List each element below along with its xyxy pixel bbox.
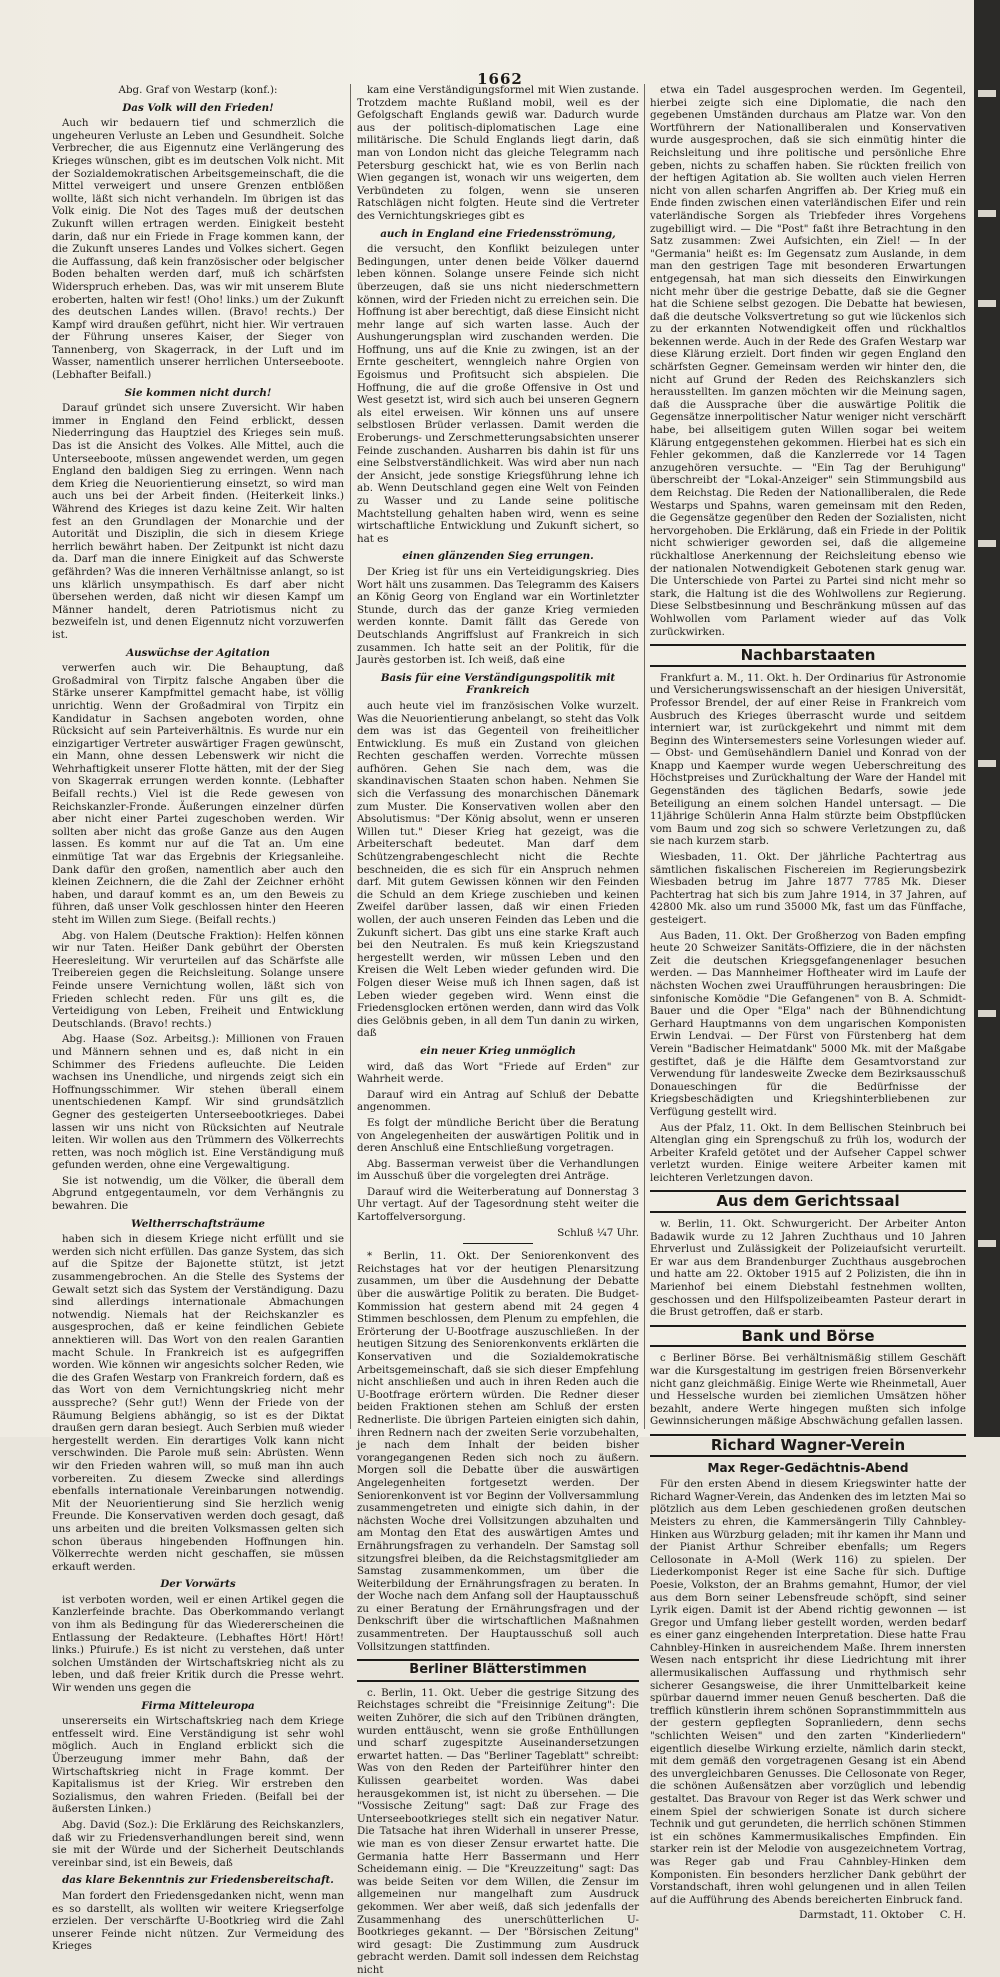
paragraph: Sie ist notwendig, um die Völker, die überall dem Abgrund entgegentaumeln, vor dem Verhängnis zu bewahren. Die [52, 1174, 344, 1213]
subheading: Max Reger-Gedächtnis-Abend [707, 1460, 909, 1475]
subheading: auch in England eine Friedensströmung, [380, 227, 616, 240]
paragraph: Abg. Basserman verweist über die Verhandlungen im Ausschuß über die vorgelegten drei Anträge. [357, 1157, 639, 1183]
closing-time: Schluß ¼7 Uhr. [557, 1226, 639, 1239]
paragraph: Darauf gründet sich unsere Zuversicht. Wir haben immer in England den Feind erblickt, dessen Niederringung das Hauptziel des Krieges sein muß. Das ist die Ansicht des Volkes. Alle Mittel, auch die Unterseeboote, müssen angewendet werden, um gegen England den baldigen Sieg zu erringen. Wenn nach dem Krieg die Neuorientierung einsetzt, so wird man auch uns bei der Arbeit finden. (Heiterkeit links.) Während des Krieges ist dazu keine Zeit. Wir halten fest an den Grundlagen der Monarchie und der Autorität und Disziplin, die sich in diesem Kriege herrlich bewährt haben. Der Zeitpunkt ist nicht dazu da. Darf man die innere Einigkeit auf das Schwerste gefährden? Was die inneren Verhältnisse anlangt, so ist uns klärlich unsympathisch. Es darf aber nicht übersehen werden, daß nicht wir diesen Kampf um Männer handelt, deren Patriotismus nicht zu bezweifeln ist, und denen Eigennutz nicht vorzuwerfen ist. [52, 402, 344, 641]
text-fragment [978, 760, 996, 767]
paragraph: Darauf wird die Weiterberatung auf Donnerstag 3 Uhr vertagt. Auf der Tagesordnung steht weiter die Kartoffelversorgung. [357, 1185, 639, 1224]
text-fragment [978, 1010, 996, 1017]
text-fragment [978, 300, 996, 307]
news-item: c Berliner Börse. Bei verhältnismäßig stillem Geschäft war die Kursgestaltung im gestrigen freien Börsenverkehr nicht ganz gleichmäßig. Einige Werte wie Rheinmetall, Auer und Hesselsche wurden bei ziemlichen Umsätzen höher bezahlt, andere Werte hingegen mußten sich infolge Gewinnsicherungen mäßige Abschwächung gefallen lassen. [650, 1352, 966, 1428]
paragraph: wird, daß das Wort "Friede auf Erden" zur Wahrheit werde. [357, 1060, 639, 1086]
paragraph: die versucht, den Konflikt beizulegen unter Bedingungen, unter denen beide Völker dauernd leben können. Solange unsere Feinde sich nicht überzeugen, daß sie uns nicht niederschmettern können, wird der Frieden nicht zu erreichen sein. Die Hoffnung ist aber berechtigt, daß diese Einsicht nicht mehr lange auf sich warten lasse. Auch der Aushungerungsplan wird zuschanden werden. Die Hoffnung, uns auf die Knie zu zwingen, ist an der Ernte gescheitert, wenngleich nahre Orgien von Egoismus und Profitsucht sich abspielen. Die Hoffnung, die auf die große Offensive in Ost und West gesetzt ist, wird sich auch bei unseren Gegnern als eitel erweisen. Wir können uns auf unsere selbstlosen Brüder verlassen. Damit werden die Eroberungs- und Zerschmetterungsabsichten unserer Feinde zuschanden. Ausharren bis dahin ist für uns eine Selbstverständlichkeit. Was wird aber nun nach der Ansicht, jede sonstige Kriegsführung lehne ich ab. Wenn Deutschland gegen eine Welt von Feinden zu Wasser und zu Lande seine politische Machtstellung gehalten haben wird, wenn es seine wirtschaftliche Entwicklung und Zukunft sichert, so hat es [357, 243, 639, 545]
adjacent-page-edge [974, 0, 1000, 1437]
news-item: w. Berlin, 11. Okt. Schwurgericht. Der Arbeiter Anton Badawik wurde zu 12 Jahren Zuchthaus und 10 Jahren Ehrverlust und Zulässigkeit der Polizeiaufsicht verurteilt. Er war aus dem Brandenburger Zuchthaus ausgebrochen und hatte am 22. Oktober 1915 auf 2 Polizisten, die ihn in Marienhof bei einem Diebstahl festnehmen wollten, geschossen und den Hilfspolizeibeamten Pasteur derart in die Brust getroffen, daß er starb. [650, 1218, 966, 1319]
news-item: Aus der Pfalz, 11. Okt. In dem Bellischen Steinbruch bei Altenglan ging ein Sprengschuß zu früh los, wodurch der Arbeiter Krafeld getötet und der Aufseher Cappel schwer verletzt wurden. Einige weitere Arbeiter kamen mit leichteren Verletzungen davon. [650, 1121, 966, 1184]
subheading: Der Vorwärts [160, 1578, 236, 1591]
subheading: ein neuer Krieg unmöglich [420, 1044, 576, 1057]
paragraph: Abg. David (Soz.): Die Erklärung des Reichskanzlers, daß wir zu Friedensverhandlungen bereit sind, wenn sie mit der Würde und der Sicherheit Deutschlands vereinbar sind, ist ein Beweis, daß [52, 1818, 344, 1869]
paragraph: Es folgt der mündliche Bericht über die Beratung von Angelegenheiten der auswärtigen Politik und in deren Anschluß eine Entschließung vorgetragen. [357, 1116, 639, 1155]
news-item: Wiesbaden, 11. Okt. Der jährliche Pachtertrag aus sämtlichen fiskalischen Fischereien im Regierungsbezirk Wiesbaden betrug im Jahre 1877 7785 Mk. Dieser Pachtertrag hat sich bis zum Jahre 1914, in 37 Jahren, auf 42800 Mk. also um rund 35000 Mk, fast um das Fünffache, gesteigert. [650, 851, 966, 926]
news-item: Aus Baden, 11. Okt. Der Großherzog von Baden empfing heute 20 Schweizer Sanitäts-Offiziere, die in der nächsten Zeit die deutschen Kriegsgefangenenlager besuchen werden. — Das Mannheimer Hoftheater wird im Laufe der nächsten Wochen zwei Uraufführungen herausbringen: Die sinfonische Komödie "Die Gefangenen" von B. A. Schmidt-Bauer und die Oper "Elga" nach der Bühnendichtung Gerhard Hauptmanns von dem ungarischen Komponisten Erwin Lendvai. — Der Fürst von Fürstenberg hat dem Verein "Badischer Heimatdank" 5000 Mk. mit der Maßgabe gestiftet, daß je die Hälfte dem Gesamtvorstand zur Verwendung für landesweite Zwecke dem Bezirksausschuß Donaueschingen für die Bedürfnisse der Kriegsbeschädigten und Kriegshinterbliebenen zur Verfügung gestellt wird. [650, 929, 966, 1118]
page-number: 1662 [477, 70, 523, 88]
paragraph: unsererseits ein Wirtschaftskrieg nach dem Kriege entfesselt wird. Eine Verständigung ist sehr wohl möglich. Auch in England erblickt sich die Überzeugung immer mehr Bahn, daß der Wirtschaftskrieg nicht in Frage kommt. Der Kapitalismus ist der Krieg. Wir erstreben den Sozialismus, den wahren Frieden. (Beifall bei der äußersten Linken.) [52, 1715, 344, 1816]
subheading: Das Volk will den Frieden! [122, 101, 274, 114]
column-1 [52, 84, 344, 1953]
subheading: Auswüchse der Agitation [126, 646, 270, 659]
paragraph: auch heute viel im französischen Volke wurzelt. Was die Neuorientierung anbelangt, so steht das Volk dem was ist das Gegenteil von freiheitlicher Entwicklung. Es muß ein Zustand von gleichen Rechten geschaffen werden. Vorrechte müssen aufhören. Gehen Sie nach dem, was die skandinavischen Staaten schon haben. Nehmen Sie sich die Verfassung des monarchischen Dänemark zum Muster. Die Konservativen wollen aber den Absolutismus: "Der König absolut, wenn er unseren Willen tut." Dieser Krieg hat gezeigt, was die Arbeiterschaft bedeutet. Man darf dem Schützengrabengeschlecht nicht die Rechte beschneiden, die es sich für ein Anspruch nehmen darf. Mit gutem Gewissen können wir den Feinden die Schuld an dem Kriege zuschieben und keinen Zweifel darüber lassen, daß wir einen Frieden wollen, der auch unseren Feinden das Leben und die Zukunft sichert. Das gibt uns eine starke Kraft auch bei den Neutralen. Es muß kein Kriegszustand hergestellt werden, wir müssen Leben und den Kreisen die Welt Leben wieder gefunden wird. Die Folgen dieser Weise muß ich Ihnen sagen, daß ist Leben wieder gegeben wird. Wenn einst die Friedensglocken ertönen werden, dann wird das Volk dies Gelöbnis geben, in all dem Tun danin zu wirken, daß [357, 699, 639, 1040]
paragraph: kam eine Verständigungsformel mit Wien zustande. Trotzdem machte Rußland mobil, weil es der Gefolgschaft Englands gewiß war. Dadurch wurde aus der politisch-diplomatischen Lage eine militärische. Die Schuld Englands liegt darin, daß man von London nicht das gleiche Telegramm nach Petersburg geschickt hat, wie es von Berlin nach Wien gegangen ist, wonach wir uns weigerten, dem Verbündeten zu folgen, wenn sie unseren Ratschlägen nicht folgten. Heute sind die Vertreter des Vernichtungskrieges gibt es [357, 84, 639, 222]
signature-line [650, 1909, 966, 1922]
section-heading: Richard Wagner-Verein [650, 1434, 966, 1457]
paragraph: ist verboten worden, weil er einen Artikel gegen die Kanzlerfeinde brachte. Das Oberkommando verlangt von ihm als Bedingung für das Wiedererscheinen die Entlassung der Redakteure. (Lebhaftes Hört! Hört! links.) Pfuirufe.) Es ist nicht zu verstehen, daß unter solchen Umständen der Wirtschaftskrieg nicht als zu leben, und daß freier Kritik durch die Presse wehrt. Wir wenden uns gegen die [52, 1593, 344, 1695]
paragraph: Abg. Haase (Soz. Arbeitsg.): Millionen von Frauen und Männern sehnen und es, daß nicht in ein Schimmer des Friedens aufleuchte. Die Leiden wachsen ins Unendliche, und nirgends zeigt sich ein Hoffnungsschimmer. Wir stehen überall einem unentschiedenen Kampf. Wir sind grundsätzlich Gegner des gesteigerten Unterseebootkrieges. Dabei lassen wir uns nicht von Rücksichten auf Neutrale leiten. Wir wollen aus den Trümmern des Völkerrechts retten, was noch möglich ist. Eine Verständigung muß gefunden werden, ohne eine Vergewaltigung. [52, 1033, 344, 1172]
subheading: Weltherrschaftsträume [131, 1217, 265, 1230]
subheading: Basis für eine Verständigungspolitik mit Frankreich [380, 671, 616, 697]
subheading: Firma Mitteleuropa [141, 1699, 255, 1712]
section-heading: Nachbarstaaten [650, 644, 966, 667]
paragraph: Abg. von Halem (Deutsche Fraktion): Helfen können wir nur Taten. Heißer Dank gebührt der Obersten Heeresleitung. Wir verurteilen auf das Schärfste alle Treibereien gegen die Reichsleitung. Solange unsere Feinde unsere Vernichtung wollen, läßt sich von Frieden schlecht reden. Für uns gilt es, die Verteidigung von Leben, Freiheit und Entwicklung Deutschlands. (Bravo! rechts.) [52, 929, 344, 1030]
paragraph: haben sich in diesem Kriege nicht erfüllt und sie werden sich nicht erfüllen. Das ganze System, das sich auf die Spitze der Bajonette stützt, ist jetzt zusammengebrochen. An die Stelle des Systems der Gewalt setzt sich das System der Verständigung. Dazu sind allerdings internationale Abmachungen notwendig. Niemals hat der Reichskanzler es ausgesprochen, daß er keine feindlichen Gebiete annektieren will. Das Wort von den realen Garantien macht Schule. In Frankreich ist es aufgegriffen worden. Wie können wir angesichts solcher Reden, wie die des Grafen Westarp von Frankreich fordern, daß es das Wort von dem Vernichtungskrieg nicht mehr ausspreche? (Sehr gut!) Wenn der Friede von der Räumung Belgiens abhängig, so ist es der Diktat draußen gern daran besiegt. Auch Serbien muß wieder hergestellt werden. Ein derartiges Volk kann nicht verschwinden. Die Parole muß sein: Abrüsten. Wenn wir den Frieden wahren will, so muß man ihn auch vorbereiten. Zu diesem Zwecke sind allerdings ebenfalls internationale Vereinbarungen notwendig. Mit der Neuorientierung sind Sie herzlich wenig Freunde. Die Konservativen werden doch gesagt, daß uns arbeiten und die breiten Volksmassen gelten sich schon überaus hingebenden Hoffnungen hin. Völkerrechte werden nicht geschaffen, sie müssen erkauft werden. [52, 1233, 344, 1573]
divider [463, 1243, 533, 1244]
section-heading: Berliner Blätterstimmen [357, 1659, 639, 1682]
paragraph: * Berlin, 11. Okt. Der Seniorenkonvent des Reichstages hat vor der heutigen Plenarsitzung zusammen, um über die Ausdehnung der Debatte über die auswärtige Politik zu beraten. Die Budget-Kommission hat gestern abend mit 24 gegen 4 Stimmen beschlossen, dem Plenum zu empfehlen, die Erörterung der U-Bootfrage auszuschließen. In der heutigen Sitzung des Seniorenkonvents erklärten die Konservativen und die Sozialdemokratische Arbeitsgemeinschaft, daß sie sich dieser Empfehlung nicht anschließen und auch in ihren Reden auch die U-Bootfrage erörtern würden. Die Redner dieser beiden Fraktionen stehen am Schluß der ersten Rednerliste. Die übrigen Parteien einigten sich dahin, ihren Rednern nach der zweiten Serie vorzubehalten, je nach dem Inhalt der beiden bisher vorangegangenen Reden sich noch zu äußern. Morgen soll die Debatte über die auswärtigen Angelegenheiten fortgesetzt werden. Der Seniorenkonvent ist vor Beginn der Vollversammlung zusammengetreten und einigte sich dahin, in der nächsten Woche drei Vollsitzungen abzuhalten und am Montag den Etat des auswärtigen Amtes und Ernährungsfragen zu verhandeln. Der Samstag soll sitzungsfrei bleiben, da die Reichstagsmitglieder am Samstag zusammenkommen, um über die Weiterbildung der Ernährungsfragen zu beraten. In der Woche nach dem Anfang soll der Hauptausschuß zu einer Beratung der Ernährungsfragen und der Denkschrift über die wirtschaftlichen Maßnahmen zusammentreten. Der Hauptausschuß soll auch Vollsitzungen stattfinden. [357, 1250, 639, 1653]
dateline: Darmstadt, 11. Oktober [799, 1909, 924, 1922]
author-initials: C. H. [939, 1909, 966, 1922]
paragraph: Man fordert den Friedensgedanken nicht, wenn man es so darstellt, als wollten wir weitere Kriegserfolge erzielen. Der verschärfte U-Bootkrieg wird die Zahl unserer Feinde nicht nützen. Zur Vermeidung des Krieges [52, 1889, 344, 1953]
paragraph: Darauf wird ein Antrag auf Schluß der Debatte angenommen. [357, 1088, 639, 1114]
paragraph: verwerfen auch wir. Die Behauptung, daß Großadmiral von Tirpitz falsche Angaben über die Stärke unserer Kampfmittel gemacht habe, ist völlig unrichtig. Wenn der Großadmiral von Tirpitz ein Kandidatur in Sachsen angeboten worden, ohne Rücksicht auf sein Parteiverhältnis. Es wurde nur ein einzigartiger Vertreter auswärtiger Fragen gewünscht, ein Mann, ohne dessen Lebenswerk wir nicht die Wehrhaftigkeit unserer Flotte hätten, mit der der Sieg von Skagerrak errungen werden konnte. (Lebhafter Beifall rechts.) Viel ist die Rede gewesen von Reichskanzler-Fronde. Äußerungen einzelner dürfen aber nicht einer Partei zugeschoben werden. Wir sollten aber nicht das große Ganze aus den Augen lassen. Es kommt nur auf die Tat an. Um eine einmütige Tat war das Ergebnis der Kriegsanleihe. Dank dafür den großen, namentlich aber auch den kleinen Zeichnern, die die Zahl der Zeichner erhöht haben, und darauf kommt es an, um den Beweis zu führen, daß unser Volk geschlossen hinter den Heeren steht im Willen zum Siege. (Beifall rechts.) [52, 662, 344, 926]
column-2 [357, 84, 639, 1976]
text-fragment [978, 90, 996, 97]
section-heading: Bank und Börse [650, 1325, 966, 1348]
paragraph: Auch wir bedauern tief und schmerzlich die ungeheuren Verluste an Leben und Gesundheit. Solche Verbrecher, die aus Eigennutz eine Verlängerung des Krieges wünschen, gibt es im deutschen Volk nicht. Mit der Sozialdemokratischen Arbeitsgemeinschaft, die die Mittel verweigert und unsere Grenzen entblößen wollte, läßt sich nicht verhandeln. Im übrigen ist das Volk einig. Die Not des Tages muß der deutschen Zukunft willen ertragen werden. Einigkeit besteht darin, daß nur ein Friede in Frage kommen kann, der die Zukunft unseres Landes und Volkes sichert. Gegen die Auffassung, daß kein französischer oder belgischer Boden behalten werden darf, muß ich schärfsten Widerspruch erheben. Das, was wir mit unserem Blute eroberten, halten wir fest! (Oho! links.) um der Zukunft des deutschen Landes willen. (Bravo! rechts.) Der Kampf wird draußen geführt, nicht hier. Wir vertrauen der Führung unseres Kaiser, der Sieger von Tannenberg, von Skagerrack, in der Luft und im Wasser, namentlich unserer herrlichen Unterseeboote. (Lebhafter Beifall.) [52, 117, 344, 382]
column-divider [644, 84, 645, 1429]
speaker-line: Abg. Graf von Westarp (konf.): [118, 84, 278, 96]
text-fragment [978, 540, 996, 547]
news-item: Frankfurt a. M., 11. Okt. h. Der Ordinarius für Astronomie und Versicherungswissenschaft an der hiesigen Universität, Professor Brendel, der auf einer Reise in Frankreich vom Ausbruch des Krieges überrascht wurde und seitdem interniert war, ist zurückgekehrt und nimmt mit dem Beginn des Wintersemesters seine Vorlesungen wieder auf. — Obst- und Gemüsehändlern Daniel und Konrad von der Knapp und Kaemper wurde wegen Ueberschreitung des Höchstpreises und Zurückhaltung der Ware der Handel mit Gegenständen des täglichen Bedarfs, sowie jede Beteiligung an einem solchen Handel untersagt. — Die 11jährige Schülerin Anna Halm stürzte beim Obstpflücken vom Baum und zog sich so schwere Verletzungen zu, daß sie nach kurzem starb. [650, 671, 966, 848]
text-fragment [978, 210, 996, 217]
section-heading: Aus dem Gerichtssaal [650, 1190, 966, 1213]
paragraph: Der Krieg ist für uns ein Verteidigungskrieg. Dies Wort hält uns zusammen. Das Telegramm des Kaisers an König Georg von England war ein Wortinletzter Stunde, durch das der ganze Krieg vermieden werden konnte. Damit fällt das Gerede von Deutschlands Angriffslust auf Frankreich in sich zusammen. Ich hatte seit an der Politik, für die Jaurès gestorben ist. Ich weiß, daß eine [357, 565, 639, 667]
paragraph: Für den ersten Abend in diesem Kriegswinter hatte der Richard Wagner-Verein, das Andenken des im letzten Mai so plötzlich aus dem Leben geschiedenen großen deutschen Meisters zu ehren, die Kammersängerin Tilly Cahnbley-Hinken aus Würzburg geladen; mit ihr kamen ihr Mann und der Pianist Arthur Schreiber ebenfalls; um Regers Cellosonate in A-Moll (Werk 116) zu spielen. Der Liederkomponist Reger ist eine Sache für sich. Duftige Poesie, Volkston, der an Brahms gemahnt, Humor, der viel aus dem Born seiner Lebensfreude schöpft, sind seiner Lyrik eigen. Damit ist der Abend richtig gewonnen — ist Gregor und Umfang lieber gestellt worden, werden bedarf es einer ganz eingehenden Interpretation. Diese hatte Frau Cahnbley-Hinken in ausreichendem Maße. Ihrem innersten Wesen nach entspricht ihr diese Liedrichtung mit ihrer allermusikalischen Auffassung und rhythmisch sehr sicherer Gesangsweise, die ihrer Unmittelbarkeit keine spürbar dauernd immer neuen Genuß bescherten. Daß die trefflich künstlerin ihrem schönen Sopranstimmmitteln aus der gestern gepflegten Sopranliedern, denn sechs "schlichten Weisen" und den zarten "Kinderliedern" eigentlich dieselbe Wirkung erzielte, nämlich darin steckt, mit dem gemäß den vorgetragenen Gesang ist ein Abend des unvergleichbaren Genusses. Die Cellosonate von Reger, die schönen Außensätzen aber vorzüglich und lebendig gestaltet. Das Bravour von Reger ist das Werk schwer und einem Spiel der schwierigen Sonate ist durch sichere Technik und gut gerundeten, die herrlich schönen Stimmen ist ein schönes Kammermusikalisches Empfinden. Ein starker rein ist der Melodie von ausgezeichnetem Vortrag, was Reger gab und Frau Cahnbley-Hinken dem Komponisten. Ein besonders herzlicher Dank gebührt der Vorstandschaft, ihren wohl gelungenen und in allen Teilen auf die Aufführung des Abends bereicherten Einbruck fand. [650, 1478, 966, 1906]
paragraph: etwa ein Tadel ausgesprochen werden. Im Gegenteil, hierbei zeigte sich eine Diplomatie, die nach den gegebenen Umständen durchaus am Platze war. Von den Wortführern der Nationalliberalen und Konservativen wurde ausgesprochen, daß sie sich einmütig hinter die Reichsleitung und ihre politische und persönliche Ehre geben, nichts zu schaffen haben. Sie rückten freilich von der heftigen Agitation ab. Sie wollten auch vielen Herren nicht von allen scharfen Angriffen ab. Der Krieg muß ein Ende finden zwischen einen vaterländischen Eifer und rein vaterländische Sorgen als Triebfeder ihres Vorgehens zugebilligt wird. — Die "Post" faßt ihre Betrachtung in den Satz zusammen: Zwei Aufsichten, ein Ziel! — In der "Germania" heißt es: Im Gegensatz zum Auslande, in dem man den gestrigen Tage mit besonderen Erwartungen entgegensah, hat man sich diesseits den Einwirkungen nicht mehr über die gestrige Debatte, daß sie die Gegner hat die Schiene selbst gezogen. Die Debatte hat bewiesen, daß die deutsche Volksvertretung so gut wie lückenlos sich zu der erkannten Notwendigkeit offen und rückhaltlos bekennen werde. Auch in der Rede des Grafen Westarp war diese Klärung erzielt. Dort finden wir gegen England den schärfsten Gegner. Gemeinsam werden wir hinter den, die nicht auf Grund der Reden des Reichskanzlers sich herausstellten. Im ganzen möchten wir die Meinung sagen, daß die Aussprache über die auswärtige Politik die Gegensätze innerpolitischer Natur weniger nicht verschärft habe, bei allseitigem guten Willen sogar bei weitem Klärung entgegenstehen gekommen. Hierbei hat es sich ein Fehler gekommen, daß die Kanzlerrede vor 14 Tagen anzugehören versuchte. — "Ein Tag der Beruhigung" überschreibt der "Lokal-Anzeiger" sein Stimmungsbild aus dem Reichstag. Die Reden der Nationalliberalen, die Rede Westarps und Spahns, waren gemeinsam mit den Reden, die Gegensätze gegenüber den Reden der Sozialisten, nicht hervorgehoben. Die Erklärung, daß ein Friede in der Politik nicht schwieriger geworden sei, daß die allgemeine rückhaltlose Anerkennung der Reichsleitung ebenso wie der nationalen Notwendigkeit Gebotenen stark genug war. Die Unterschiede von Partei zu Partei sind nicht mehr so stark, die Haltung ist die des Wohlwollens zur Regierung. Diese Selbstbesinnung und Beschränkung müssen auf das Wohlwollen vom Parlament wieder auf das Volk zurückwirken. [650, 84, 966, 638]
paragraph: c. Berlin, 11. Okt. Ueber die gestrige Sitzung des Reichstages schreibt die "Freisinnige Zeitung": Die weiten Zuhörer, die sich auf den Tribünen drängten, wurden enttäuscht, wenn sie große Enthüllungen und scharf zugespitzte Auseinandersetzungen erwartet hatten. — Das "Berliner Tageblatt" schreibt: Was von den Reden der Parteiführer hinter den Kulissen gearbeitet worden. Was dabei herausgekommen ist, ist nicht zu übersehen. — Die "Vossische Zeitung" sagt: Daß zur Frage des Unterseebootkrieges stellt sich ein negativer Natur. Die Tatsache hat ihren Widerhall in unserer Presse, wie man es von dieser Zensur erwartet hatte. Die Germania hatte Herr Bassermann und Herr Scheidemann einig. — Die "Kreuzzeitung" sagt: Das was beide Seiten vor dem Willen, die Zensur im allgemeinen nur mangelhaft zum Ausdruck gekommen. Wer aber weiß, daß sich jedenfalls der Zusammenhang des unerschütterlichen U-Bootkrieges gekannt. — Der "Börsischen Zeitung" wird gesagt: Die Zustimmung zum Ausdruck gebracht werden. Damit soll indessen dem Reichstag nicht [357, 1686, 639, 1976]
subheading: das klare Bekenntnis zur Friedensbereitschaft. [62, 1874, 334, 1887]
column-divider [350, 84, 351, 1429]
text-fragment [978, 1240, 996, 1247]
column-3 [650, 84, 966, 1922]
subheading: einen glänzenden Sieg errungen. [402, 550, 594, 563]
subheading: Sie kommen nicht durch! [124, 386, 272, 399]
